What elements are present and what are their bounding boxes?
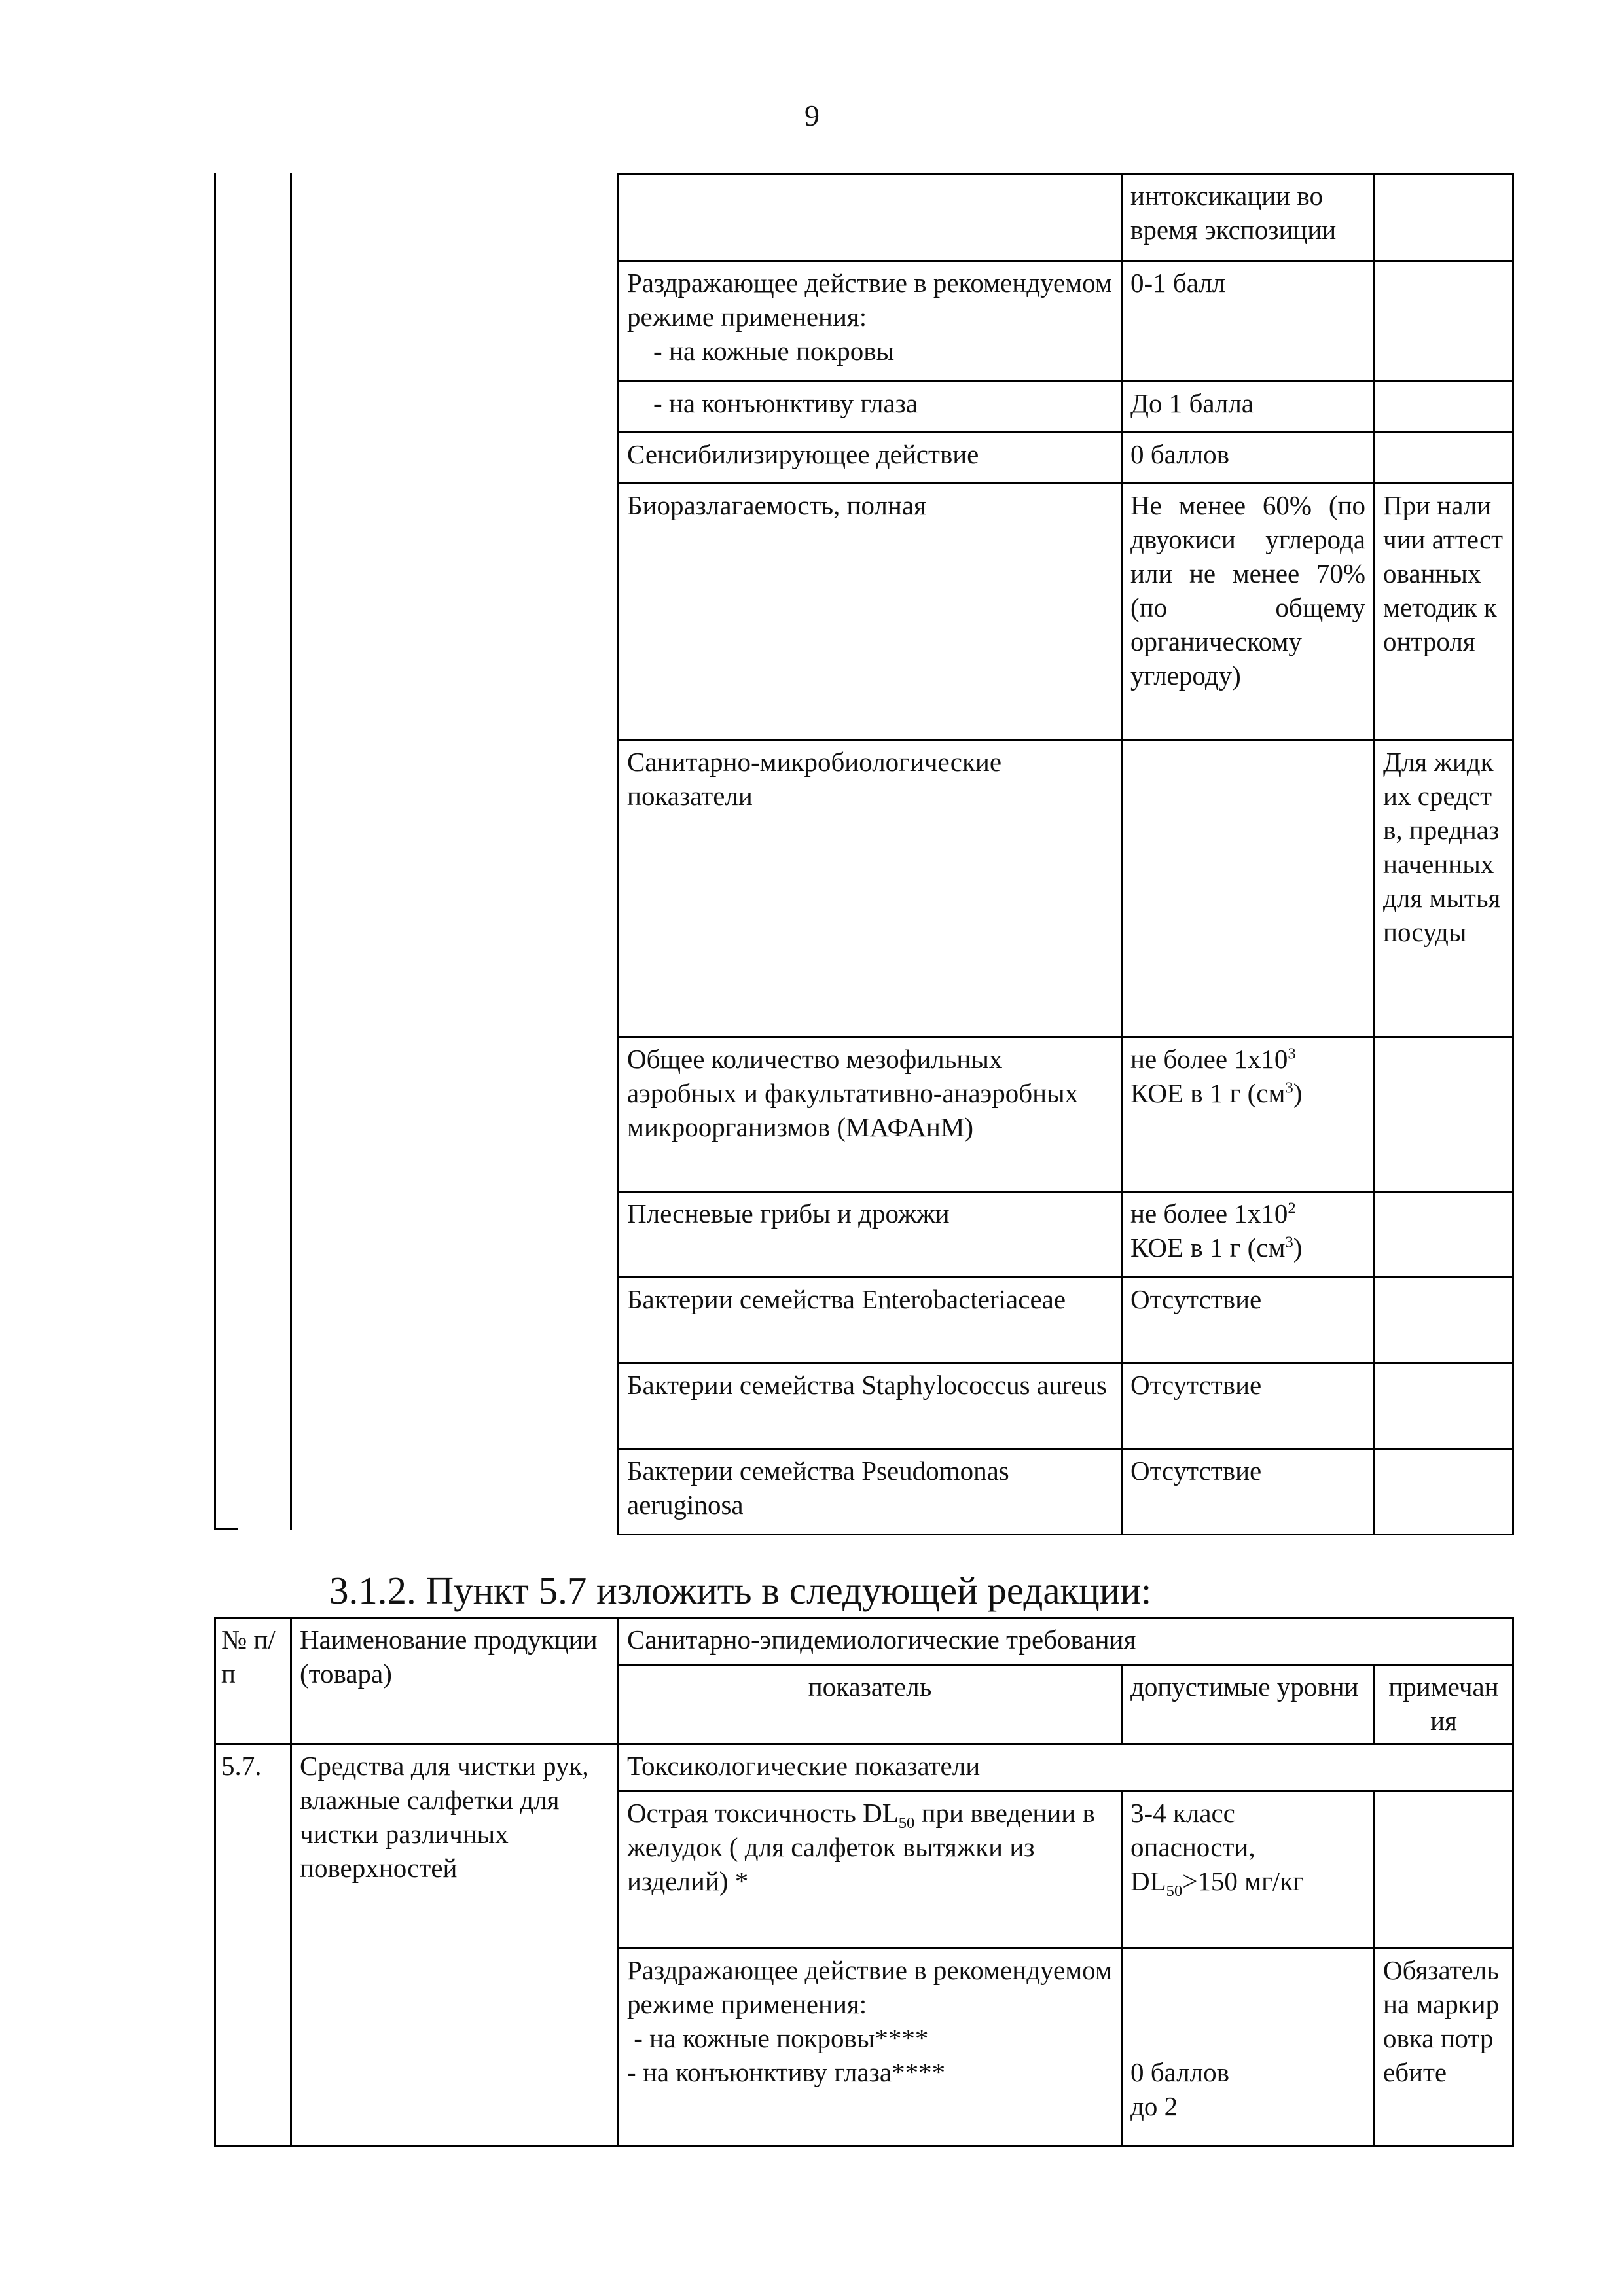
- note-cell: [1375, 433, 1513, 484]
- level-cell: 0-1 балл: [1122, 261, 1375, 382]
- table-row: [619, 261, 1513, 382]
- indicator-subitem: - на кожные покровы: [653, 336, 895, 366]
- level-cell: Не менее 60% (по двуокиси углерода или не менее 70% (по общему органическому углероду): [1122, 484, 1375, 740]
- header-indicator: показатель: [619, 1665, 1122, 1744]
- note-cell: [1375, 1363, 1513, 1449]
- level-text: не более 1х10: [1130, 1044, 1288, 1074]
- table1-left-border: [214, 173, 216, 1530]
- item-name: Средства для чистки рук, влажные салфетки для чистки различных поверхностей: [291, 1744, 619, 2146]
- level-superscript: 3: [1285, 1079, 1293, 1097]
- indicator-cell: [619, 1791, 1122, 1948]
- level-superscript: 3: [1285, 1233, 1293, 1251]
- level-cell: [1122, 1948, 1375, 2146]
- note-cell: Для жидких средств, предназначенных для мытья посуды: [1375, 740, 1513, 1037]
- table2: [214, 1617, 1514, 2147]
- indicator-cell: [619, 174, 1122, 261]
- level-cell: [1122, 1037, 1375, 1192]
- section-heading: 3.1.2. Пункт 5.7 изложить в следующей редакции:: [329, 1569, 1152, 1612]
- table1-col-divider: [290, 173, 292, 1530]
- header-requirements: Санитарно-эпидемиологические требования: [619, 1618, 1513, 1665]
- indicator-cell: Плесневые грибы и дрожжи: [619, 1192, 1122, 1278]
- level-text: до 2: [1130, 2091, 1178, 2121]
- level-cell: Отсутствие: [1122, 1363, 1375, 1449]
- note-cell: Обязательна маркировка потребите: [1375, 1948, 1513, 2146]
- level-text: >150 мг/кг: [1182, 1866, 1305, 1896]
- level-subscript: 50: [1166, 1882, 1183, 1901]
- table-row: [619, 484, 1513, 740]
- indicator-cell: [619, 382, 1122, 433]
- table-row: [619, 433, 1513, 484]
- note-cell: [1375, 1791, 1513, 1948]
- table-header-row: [215, 1618, 1513, 1665]
- level-text: КОЕ в 1 г (см: [1130, 1078, 1286, 1108]
- level-cell: интоксикации во время экспозиции: [1122, 174, 1375, 261]
- table-row: [619, 174, 1513, 261]
- indicator-subscript: 50: [898, 1814, 915, 1833]
- level-text: DL: [1130, 1866, 1166, 1896]
- level-text: не более 1х10: [1130, 1198, 1288, 1229]
- table-row: [619, 382, 1513, 433]
- indicator-text: Раздражающее действие в рекомендуемом режиме применения:: [627, 268, 1112, 332]
- table-row: [619, 1278, 1513, 1363]
- group-title: Токсикологические показатели: [619, 1744, 1513, 1791]
- table1-bottom-stub: [214, 1528, 238, 1530]
- note-cell: [1375, 1192, 1513, 1278]
- level-superscript: 3: [1288, 1045, 1296, 1063]
- level-cell: [1122, 1192, 1375, 1278]
- table-row: [619, 1192, 1513, 1278]
- note-cell: [1375, 174, 1513, 261]
- level-cell: До 1 балла: [1122, 382, 1375, 433]
- indicator-text: Раздражающее действие в рекомендуемом режиме применения:: [627, 1955, 1112, 2019]
- table-row: [619, 1037, 1513, 1192]
- note-cell: [1375, 261, 1513, 382]
- header-num: № п/п: [215, 1618, 291, 1744]
- level-cell: [1122, 1791, 1375, 1948]
- table-row: [619, 740, 1513, 1037]
- indicator-text: - на конъюнктиву глаза: [653, 388, 918, 418]
- indicator-subitem: - на кожные покровы****: [627, 2023, 929, 2053]
- table-row: [619, 1449, 1513, 1535]
- table1: [617, 173, 1514, 1535]
- note-cell: [1375, 1037, 1513, 1192]
- level-text: ): [1293, 1232, 1303, 1263]
- indicator-cell: [619, 261, 1122, 382]
- header-name: Наименование продукции (товара): [291, 1618, 619, 1744]
- level-text: КОЕ в 1 г (см: [1130, 1232, 1286, 1263]
- item-num: 5.7.: [215, 1744, 291, 2146]
- level-text: 0 баллов: [1130, 2057, 1229, 2087]
- header-note: примечания: [1375, 1665, 1513, 1744]
- level-cell: Отсутствие: [1122, 1449, 1375, 1535]
- indicator-text: Острая токсичность DL: [627, 1798, 899, 1828]
- level-text: 3-4 класс опасности,: [1130, 1798, 1255, 1862]
- indicator-cell: [619, 1948, 1122, 2146]
- table-row: [215, 1744, 1513, 1791]
- indicator-cell: Общее количество мезофильных аэробных и факультативно-анаэробных микроорганизмов (МАФАнМ): [619, 1037, 1122, 1192]
- note-cell: [1375, 1449, 1513, 1535]
- indicator-subitem: - на конъюнктиву глаза****: [627, 2057, 946, 2087]
- level-cell: [1122, 740, 1375, 1037]
- indicator-cell: Бактерии семейства Staphylococcus aureus: [619, 1363, 1122, 1449]
- level-text: ): [1293, 1078, 1303, 1108]
- indicator-cell: Бактерии семейства Pseudomonas aeruginosa: [619, 1449, 1122, 1535]
- indicator-cell: Санитарно-микробиологические показатели: [619, 740, 1122, 1037]
- note-cell: [1375, 1278, 1513, 1363]
- indicator-cell: Бактерии семейства Enterobacteriaceae: [619, 1278, 1122, 1363]
- page-number: 9: [804, 99, 820, 132]
- level-cell: Отсутствие: [1122, 1278, 1375, 1363]
- table-row: [619, 1363, 1513, 1449]
- indicator-cell: Сенсибилизирующее действие: [619, 433, 1122, 484]
- indicator-cell: Биоразлагаемость, полная: [619, 484, 1122, 740]
- indicator-text: при введении в желудок ( для салфеток вытяжки из изделий) *: [627, 1798, 1095, 1896]
- header-levels: допустимые уровни: [1122, 1665, 1375, 1744]
- note-cell: При наличии аттестованных методик контроля: [1375, 484, 1513, 740]
- note-cell: [1375, 382, 1513, 433]
- level-superscript: 2: [1288, 1199, 1296, 1217]
- level-cell: 0 баллов: [1122, 433, 1375, 484]
